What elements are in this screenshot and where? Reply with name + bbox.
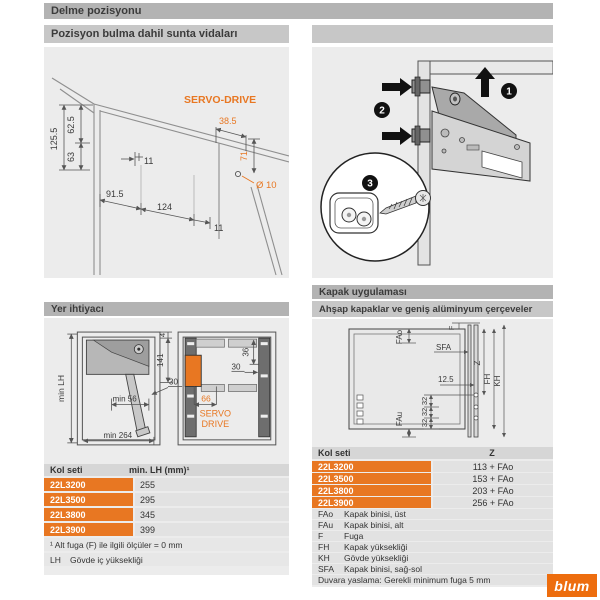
front-application-header: Kapak uygulaması bbox=[312, 285, 553, 299]
arm-set-cell: 22L3200 bbox=[312, 461, 431, 472]
legend-row bbox=[312, 542, 553, 552]
table-row bbox=[312, 473, 553, 484]
diameter-leader-line bbox=[242, 176, 254, 183]
magnifier-detail bbox=[321, 153, 431, 261]
lh-key: LH bbox=[50, 554, 61, 565]
svg-text:3: 3 bbox=[367, 178, 373, 190]
assembly-illustration-panel bbox=[312, 47, 553, 278]
cabinet-perspective-lines bbox=[52, 78, 289, 275]
right-column-header-strip bbox=[312, 25, 553, 43]
space-requirement-diagram bbox=[52, 324, 281, 460]
dim-32-a: 32 bbox=[420, 396, 429, 406]
dim-125-5: 125.5 bbox=[49, 127, 59, 151]
legend-key: KH bbox=[318, 553, 330, 563]
lh-definition bbox=[44, 553, 289, 566]
legend-text: Kapak binisi, alt bbox=[344, 520, 404, 530]
footnote: ¹ Alt fuga (F) ile ilgili ölçüler = 0 mm bbox=[44, 538, 289, 551]
dim-4: 4 bbox=[157, 332, 167, 338]
col-min-lh: min. LH (mm)¹ bbox=[129, 465, 190, 475]
step-1-badge bbox=[501, 83, 517, 99]
value-cell: 113 + FAo bbox=[433, 461, 553, 472]
lift-mechanism bbox=[432, 87, 530, 181]
blum-logo: blum bbox=[547, 574, 597, 597]
dim-38-5: 38.5 bbox=[219, 116, 237, 126]
servo-drive-unit bbox=[185, 355, 201, 386]
servo-label-line2: DRIVE bbox=[201, 418, 230, 429]
value-cell: 399 bbox=[135, 523, 289, 536]
dim-91-5: 91.5 bbox=[106, 189, 124, 199]
dim-min-264: min 264 bbox=[103, 430, 133, 440]
push-arrow-bottom-icon bbox=[382, 127, 412, 145]
arm-set-cell: 22L3800 bbox=[312, 485, 431, 496]
arm-set-cell: 22L3800 bbox=[44, 508, 133, 521]
dim-dia-10: Ø 10 bbox=[256, 180, 277, 191]
dim-11-rear: 11 bbox=[214, 223, 224, 233]
door-front-view bbox=[349, 325, 478, 437]
cabinet-edge-strip bbox=[468, 325, 471, 437]
value-cell: 153 + FAo bbox=[433, 473, 553, 484]
table-row bbox=[44, 493, 289, 506]
dim-63: 63 bbox=[66, 151, 76, 163]
dim-11-front: 11 bbox=[144, 156, 154, 166]
legend-row bbox=[312, 520, 553, 530]
dim-66: 66 bbox=[201, 393, 211, 404]
table-row bbox=[44, 508, 289, 521]
servo-label-line1: SERVO bbox=[199, 408, 232, 419]
legend-text: Gövde yüksekliği bbox=[344, 553, 409, 563]
space-requirement-header: Yer ihtiyacı bbox=[44, 302, 289, 316]
arm-set-cell: 22L3900 bbox=[312, 497, 431, 508]
value-cell: 203 + FAo bbox=[433, 485, 553, 496]
dim-36: 36 bbox=[241, 347, 251, 357]
dim-32-b: 32 bbox=[420, 407, 429, 417]
wall-note-text: Duvara yaslama: Gerekli minimum fuga 5 mm bbox=[318, 575, 491, 585]
legend-text: Kapak yüksekliği bbox=[344, 542, 408, 552]
legend-row bbox=[312, 531, 553, 541]
dim-sfa: SFA bbox=[436, 343, 452, 352]
step-2-badge bbox=[374, 102, 390, 118]
servo-drive-drill-hole bbox=[235, 171, 240, 176]
dim-71: 71 bbox=[239, 150, 249, 162]
lh-text: Gövde iç yüksekliği bbox=[70, 554, 143, 565]
front-application-subheader: Ahşap kapaklar ve geniş alüminyum çerçeveler bbox=[312, 301, 553, 317]
dim-fh: FH bbox=[483, 373, 492, 385]
col-z: Z bbox=[489, 448, 495, 458]
side-view bbox=[77, 332, 160, 445]
z-dimension-table bbox=[312, 447, 553, 586]
col-kol-seti: Kol seti bbox=[50, 465, 83, 475]
step-3-badge bbox=[362, 175, 378, 191]
dim-fau: FAu bbox=[395, 411, 404, 427]
legend-row bbox=[312, 564, 553, 574]
servo-drive-label: SERVO-DRIVE bbox=[184, 94, 257, 106]
svg-text:1: 1 bbox=[506, 86, 512, 98]
legend-key: FAu bbox=[318, 520, 334, 530]
legend-row bbox=[312, 553, 553, 563]
value-cell: 345 bbox=[135, 508, 289, 521]
legend-key: FH bbox=[318, 542, 330, 552]
col-kol-seti: Kol seti bbox=[318, 448, 351, 458]
dim-min-56: min 56 bbox=[112, 394, 137, 404]
table-row bbox=[312, 497, 553, 508]
table-row bbox=[44, 523, 289, 536]
dim-fao: FAo bbox=[395, 329, 404, 345]
value-cell: 256 + FAo bbox=[433, 497, 553, 508]
table-row bbox=[312, 485, 553, 496]
dim-f: F bbox=[447, 325, 456, 331]
dim-32-c: 32 bbox=[420, 418, 429, 428]
legend-key: SFA bbox=[318, 564, 335, 574]
arm-set-cell: 22L3900 bbox=[44, 523, 133, 536]
dim-12-5: 12.5 bbox=[438, 375, 454, 384]
z-table-header bbox=[312, 447, 553, 459]
dim-kh: KH bbox=[493, 375, 502, 387]
front-application-panel bbox=[312, 319, 553, 587]
legend-text: Fuga bbox=[344, 531, 364, 541]
dim-30-right: 30 bbox=[231, 362, 241, 372]
drilling-position-panel bbox=[44, 47, 289, 278]
value-cell: 295 bbox=[135, 493, 289, 506]
dim-30-left: 30 bbox=[169, 377, 178, 387]
arm-set-cell: 22L3500 bbox=[44, 493, 133, 506]
arm-set-cell: 22L3500 bbox=[312, 473, 431, 484]
arm-set-table bbox=[44, 464, 289, 568]
space-requirement-panel bbox=[44, 318, 289, 575]
legend-row bbox=[312, 509, 553, 519]
dim-z: Z bbox=[473, 360, 482, 366]
legend-text: Kapak binisi, üst bbox=[344, 509, 406, 519]
dim-124: 124 bbox=[157, 202, 173, 212]
legend-key: FAo bbox=[318, 509, 334, 519]
table-row bbox=[44, 478, 289, 491]
cabinet-top-panel bbox=[430, 61, 553, 74]
legend-key: F bbox=[318, 531, 324, 541]
dim-min-lh: min LH bbox=[56, 374, 67, 403]
wall-note-row bbox=[312, 575, 553, 585]
legend-text: Kapak binisi, sağ-sol bbox=[344, 564, 422, 574]
dim-62-5: 62.5 bbox=[66, 116, 76, 134]
table-row bbox=[312, 461, 553, 472]
arm-set-cell: 22L3200 bbox=[44, 478, 133, 491]
front-application-diagram bbox=[324, 321, 544, 443]
section-header: Delme pozisyonu bbox=[44, 3, 553, 19]
push-arrow-top-icon bbox=[382, 78, 412, 96]
arm-set-table-header bbox=[44, 464, 289, 476]
svg-text:2: 2 bbox=[379, 105, 385, 117]
drilling-position-diagram bbox=[44, 47, 289, 278]
value-cell: 255 bbox=[135, 478, 289, 491]
section-subheader: Pozisyon bulma dahil sunta vidaları bbox=[44, 25, 289, 43]
dim-141: 141 bbox=[155, 353, 165, 367]
assembly-illustration bbox=[312, 47, 553, 278]
